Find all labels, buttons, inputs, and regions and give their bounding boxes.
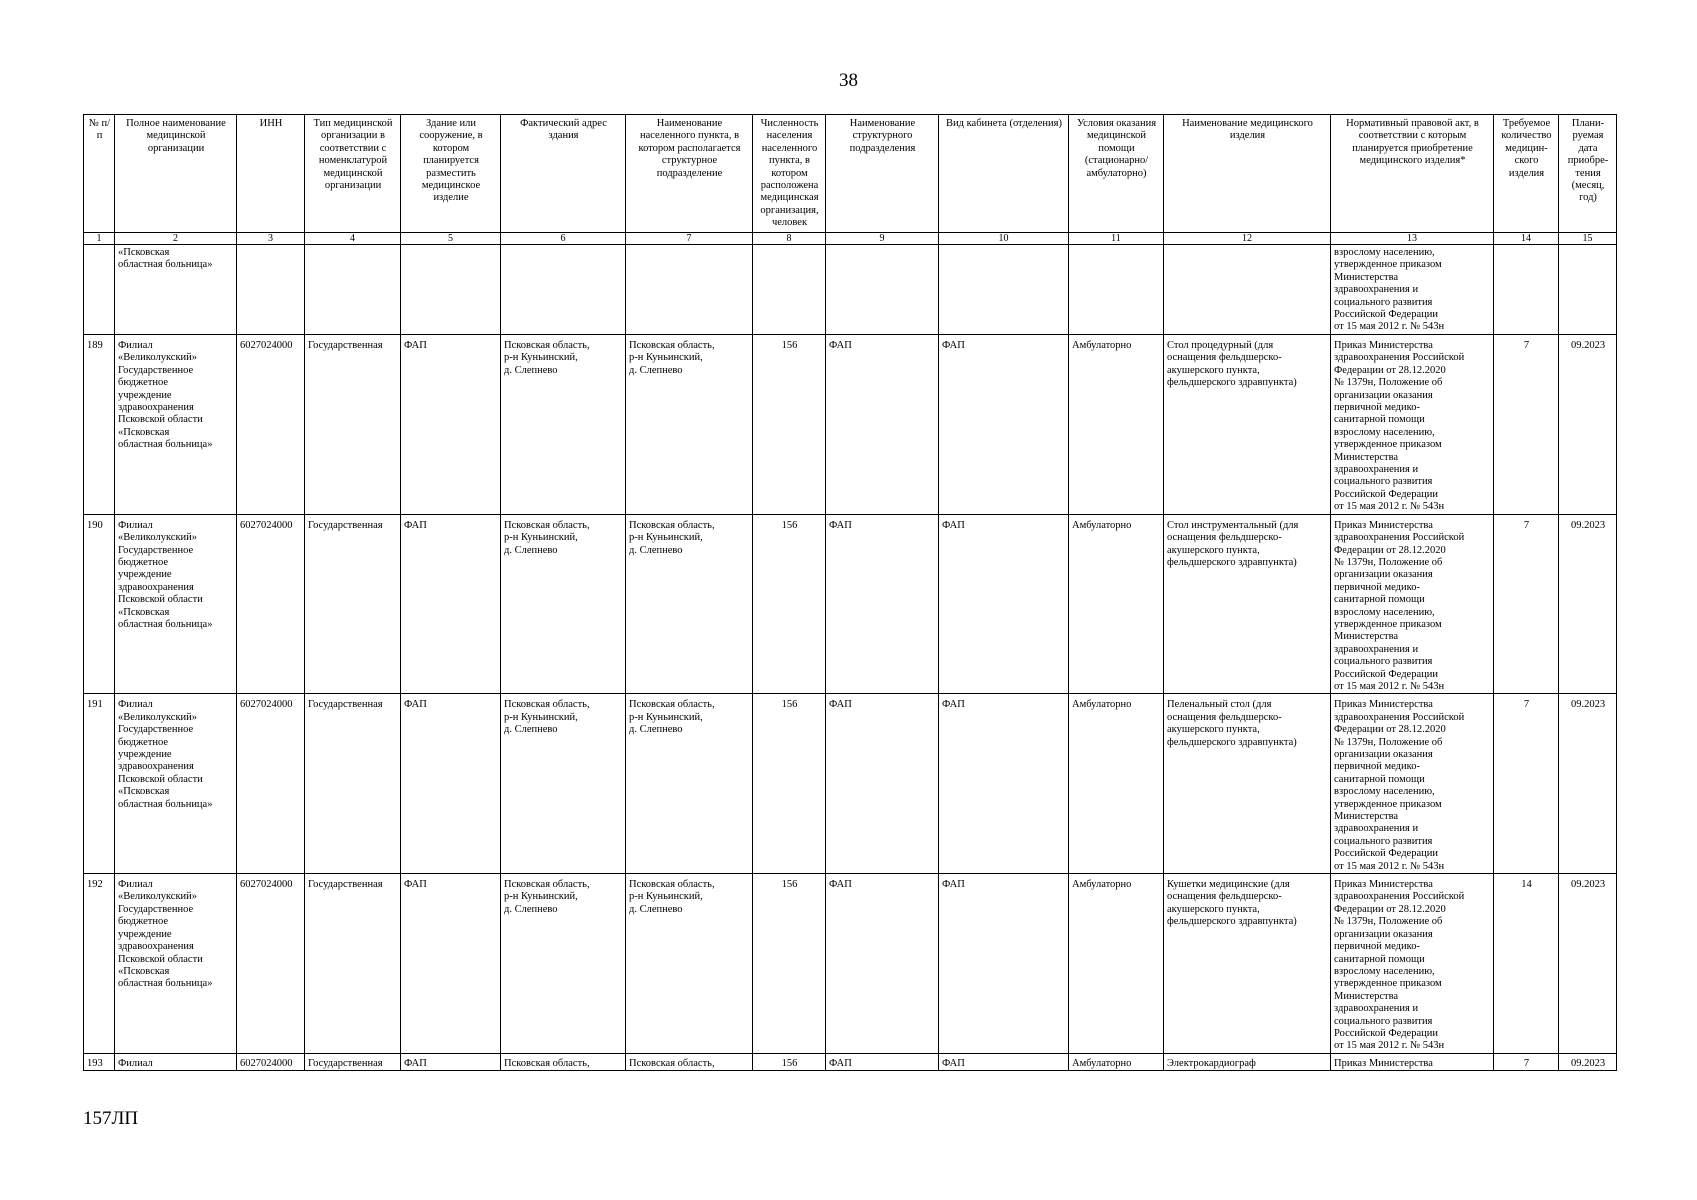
header-cell: Наименование населенного пункта, в котором располагается структурное подразделение xyxy=(626,115,753,233)
conditions-cell: Амбулаторно xyxy=(1069,514,1164,694)
page-number: 38 xyxy=(839,70,858,91)
equipment-table xyxy=(83,114,1617,1071)
population-cell: 156 xyxy=(753,874,826,1054)
row-number: 191 xyxy=(84,694,115,874)
header-cell: Условия оказания медицинской помощи (стационарно/ амбулаторно) xyxy=(1069,115,1164,233)
header-cell: ИНН xyxy=(237,115,305,233)
unit-cell: ФАП xyxy=(826,335,939,515)
building-cell: ФАП xyxy=(401,694,501,874)
address-cell: Псковская область, р-н Куньинский, д. Слепнево xyxy=(501,694,626,874)
header-cell: Вид кабинета (отделения) xyxy=(939,115,1069,233)
unit-cell: ФАП xyxy=(826,874,939,1054)
inn-cell: 6027024000 xyxy=(237,1053,305,1070)
column-number-row xyxy=(84,233,1617,245)
header-row xyxy=(84,115,1617,233)
org-type-cell: Государственная xyxy=(305,694,401,874)
quantity-cell: 7 xyxy=(1494,514,1559,694)
conditions-cell: Амбулаторно xyxy=(1069,1053,1164,1070)
conditions-cell: Амбулаторно xyxy=(1069,874,1164,1054)
quantity-cell: 7 xyxy=(1494,335,1559,515)
column-number: 12 xyxy=(1164,233,1331,245)
conditions-cell: Амбулаторно xyxy=(1069,694,1164,874)
device-cell: Пеленальный стол (для оснащения фельдшерско- акушерского пункта, фельдшерского здравпункта) xyxy=(1164,694,1331,874)
org-type-cell: Государственная xyxy=(305,1053,401,1070)
locality-cell: Псковская область, р-н Куньинский, д. Слепнево xyxy=(626,335,753,515)
legal-act-cell: Приказ Министерства здравоохранения Российской Федерации от 28.12.2020 № 1379н, Положение об организации оказания первичной медико- санитарной помощи взрослому населению, утвержденное приказом Министерства здравоохранения и социального развития Российской Федерации от 15 мая 2012 г. № 543н xyxy=(1331,335,1494,515)
header-cell: Здание или сооружение, в котором планируется разместить медицинское изделие xyxy=(401,115,501,233)
column-number: 9 xyxy=(826,233,939,245)
table-row xyxy=(84,514,1617,694)
date-cell: 09.2023 xyxy=(1559,514,1617,694)
date-cell: 09.2023 xyxy=(1559,1053,1617,1070)
population-cell: 156 xyxy=(753,514,826,694)
column-number: 3 xyxy=(237,233,305,245)
org-name-cell: Филиал «Великолукский» Государственное бюджетное учреждение здравоохранения Псковской области «Псковская областная больница» xyxy=(115,874,237,1054)
org-name-cell: «Псковская областная больница» xyxy=(115,245,237,335)
date-cell: 09.2023 xyxy=(1559,694,1617,874)
inn-cell: 6027024000 xyxy=(237,694,305,874)
org-type-cell: Государственная xyxy=(305,874,401,1054)
org-type-cell: Государственная xyxy=(305,514,401,694)
table-row xyxy=(84,1053,1617,1070)
column-number: 2 xyxy=(115,233,237,245)
quantity-cell: 14 xyxy=(1494,874,1559,1054)
table-row xyxy=(84,694,1617,874)
building-cell: ФАП xyxy=(401,1053,501,1070)
continuation-row xyxy=(84,245,1617,335)
header-cell: Полное наименование медицинской организации xyxy=(115,115,237,233)
cabinet-cell: ФАП xyxy=(939,335,1069,515)
device-cell: Стол инструментальный (для оснащения фельдшерско- акушерского пункта, фельдшерского здравпункта) xyxy=(1164,514,1331,694)
column-number: 13 xyxy=(1331,233,1494,245)
address-cell: Псковская область, xyxy=(501,1053,626,1070)
conditions-cell: Амбулаторно xyxy=(1069,335,1164,515)
population-cell: 156 xyxy=(753,335,826,515)
header-cell: Наименование структурного подразделения xyxy=(826,115,939,233)
row-number: 190 xyxy=(84,514,115,694)
legal-act-cell: взрослому населению, утвержденное приказом Министерства здравоохранения и социального развития Российской Федерации от 15 мая 2012 г. № 543н xyxy=(1331,245,1494,335)
document-code: 157ЛП xyxy=(83,1108,139,1129)
legal-act-cell: Приказ Министерства здравоохранения Российской Федерации от 28.12.2020 № 1379н, Положение об организации оказания первичной медико- санитарной помощи взрослому населению, утвержденное приказом Министерства здравоохранения и социального развития Российской Федерации от 15 мая 2012 г. № 543н xyxy=(1331,694,1494,874)
address-cell: Псковская область, р-н Куньинский, д. Слепнево xyxy=(501,874,626,1054)
population-cell: 156 xyxy=(753,1053,826,1070)
header-cell: № п/п xyxy=(84,115,115,233)
row-number: 189 xyxy=(84,335,115,515)
header-cell: Нормативный правовой акт, в соответствии с которым планируется приобретение медицинского изделия* xyxy=(1331,115,1494,233)
quantity-cell: 7 xyxy=(1494,1053,1559,1070)
building-cell: ФАП xyxy=(401,514,501,694)
column-number: 4 xyxy=(305,233,401,245)
inn-cell: 6027024000 xyxy=(237,874,305,1054)
date-cell: 09.2023 xyxy=(1559,335,1617,515)
population-cell: 156 xyxy=(753,694,826,874)
device-cell: Стол процедурный (для оснащения фельдшерско- акушерского пункта, фельдшерского здравпункта) xyxy=(1164,335,1331,515)
header-cell: Требуемое количество медицин-ского изделия xyxy=(1494,115,1559,233)
inn-cell: 6027024000 xyxy=(237,335,305,515)
column-number: 11 xyxy=(1069,233,1164,245)
table-row xyxy=(84,335,1617,515)
building-cell: ФАП xyxy=(401,335,501,515)
legal-act-cell: Приказ Министерства здравоохранения Российской Федерации от 28.12.2020 № 1379н, Положение об организации оказания первичной медико- санитарной помощи взрослому населению, утвержденное приказом Министерства здравоохранения и социального развития Российской Федерации от 15 мая 2012 г. № 543н xyxy=(1331,874,1494,1054)
unit-cell: ФАП xyxy=(826,514,939,694)
device-cell: Электрокардиограф xyxy=(1164,1053,1331,1070)
legal-act-cell: Приказ Министерства xyxy=(1331,1053,1494,1070)
column-number: 14 xyxy=(1494,233,1559,245)
unit-cell: ФАП xyxy=(826,694,939,874)
row-number: 192 xyxy=(84,874,115,1054)
org-name-cell: Филиал «Великолукский» Государственное бюджетное учреждение здравоохранения Псковской области «Псковская областная больница» xyxy=(115,335,237,515)
org-name-cell: Филиал «Великолукский» Государственное бюджетное учреждение здравоохранения Псковской области «Псковская областная больница» xyxy=(115,694,237,874)
device-cell: Кушетки медицинские (для оснащения фельдшерско- акушерского пункта, фельдшерского здравпункта) xyxy=(1164,874,1331,1054)
column-number: 15 xyxy=(1559,233,1617,245)
locality-cell: Псковская область, р-н Куньинский, д. Слепнево xyxy=(626,694,753,874)
cabinet-cell: ФАП xyxy=(939,1053,1069,1070)
legal-act-cell: Приказ Министерства здравоохранения Российской Федерации от 28.12.2020 № 1379н, Положение об организации оказания первичной медико- санитарной помощи взрослому населению, утвержденное приказом Министерства здравоохранения и социального развития Российской Федерации от 15 мая 2012 г. № 543н xyxy=(1331,514,1494,694)
address-cell: Псковская область, р-н Куньинский, д. Слепнево xyxy=(501,335,626,515)
org-name-cell: Филиал xyxy=(115,1053,237,1070)
header-cell: Наименование медицинского изделия xyxy=(1164,115,1331,233)
column-number: 6 xyxy=(501,233,626,245)
locality-cell: Псковская область, xyxy=(626,1053,753,1070)
org-type-cell: Государственная xyxy=(305,335,401,515)
date-cell: 09.2023 xyxy=(1559,874,1617,1054)
cabinet-cell: ФАП xyxy=(939,874,1069,1054)
locality-cell: Псковская область, р-н Куньинский, д. Слепнево xyxy=(626,514,753,694)
building-cell: ФАП xyxy=(401,874,501,1054)
column-number: 5 xyxy=(401,233,501,245)
column-number: 10 xyxy=(939,233,1069,245)
header-cell: Фактический адрес здания xyxy=(501,115,626,233)
quantity-cell: 7 xyxy=(1494,694,1559,874)
unit-cell: ФАП xyxy=(826,1053,939,1070)
cabinet-cell: ФАП xyxy=(939,514,1069,694)
column-number: 8 xyxy=(753,233,826,245)
cabinet-cell: ФАП xyxy=(939,694,1069,874)
row-number: 193 xyxy=(84,1053,115,1070)
org-name-cell: Филиал «Великолукский» Государственное бюджетное учреждение здравоохранения Псковской области «Псковская областная больница» xyxy=(115,514,237,694)
header-cell: Численность населения населенного пункта, в котором расположена медицинская организация, человек xyxy=(753,115,826,233)
inn-cell: 6027024000 xyxy=(237,514,305,694)
column-number: 7 xyxy=(626,233,753,245)
table-row xyxy=(84,874,1617,1054)
locality-cell: Псковская область, р-н Куньинский, д. Слепнево xyxy=(626,874,753,1054)
header-cell: Плани-руемая дата приобре-тения (месяц, год) xyxy=(1559,115,1617,233)
column-number: 1 xyxy=(84,233,115,245)
header-cell: Тип медицинской организации в соответствии с номенклатурой медицинской организации xyxy=(305,115,401,233)
address-cell: Псковская область, р-н Куньинский, д. Слепнево xyxy=(501,514,626,694)
